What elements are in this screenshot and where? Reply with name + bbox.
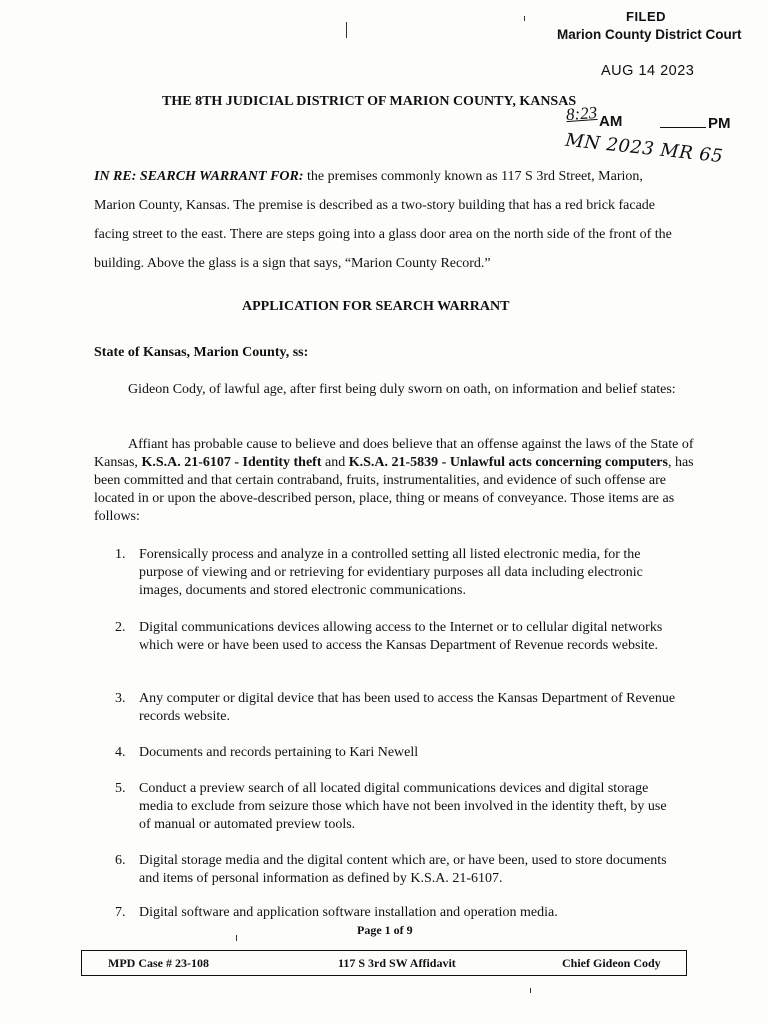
list-item-text: Digital storage media and the digital content which are, or have been, used to store documents and items of personal information as defined by K.S.A. 21-6107.	[139, 853, 667, 886]
probable-cause-text: Affiant has probable cause to believe and does believe that an offense against the laws of the State of Kansas,	[94, 437, 694, 470]
list-item	[115, 852, 680, 888]
scan-mark	[346, 22, 347, 38]
stamp-am-label: AM	[599, 113, 623, 130]
document-footer	[81, 950, 687, 976]
list-item-text: Digital software and application software installation and operation media.	[139, 905, 558, 920]
venue-line: State of Kansas, Marion County, ss:	[94, 345, 309, 360]
probable-cause-text: and	[321, 455, 349, 470]
list-item-number: 2.	[115, 620, 126, 635]
list-item	[115, 744, 680, 762]
page-number: Page 1 of 9	[357, 923, 413, 937]
probable-cause-text: , has been committed and that certain contraband, fruits, instrumentalities, and evidence of such offense are located in or upon the above-described person, place, thing or means of conveyance. Those items are as follows:	[94, 455, 694, 524]
handwritten-case-number: MN 2023 MR 65	[564, 129, 725, 168]
filed-stamp-court: Marion County District Court	[557, 27, 742, 42]
in-re-label: IN RE: SEARCH WARRANT FOR:	[94, 169, 304, 184]
document-title: APPLICATION FOR SEARCH WARRANT	[242, 299, 510, 314]
premises-description: the premises commonly known as 117 S 3rd Street, Marion, Marion County, Kansas. The premise is described as a two-story building that has a red brick facade facing street to the east. There are steps going into a glass door area on the north side of the front of the building. Above the glass is a sign that says, “Marion County Record.”	[94, 169, 672, 271]
list-item-text: Forensically process and analyze in a controlled setting all listed electronic media, for the purpose of viewing and or retrieving for evidentiary purposes all data including electronic images, documents and stored electronic communications.	[139, 547, 643, 598]
footer-document-name: 117 S 3rd SW Affidavit	[338, 956, 456, 970]
affiant-statement: Gideon Cody, of lawful age, after first being duly sworn on oath, on information and belief states:	[128, 382, 676, 397]
list-item-text: Any computer or digital device that has been used to access the Kansas Department of Revenue records website.	[139, 691, 676, 724]
statute-identity-theft: K.S.A. 21-6107 - Identity theft	[141, 455, 322, 470]
stamp-pm-label: PM	[708, 115, 731, 132]
court-district-heading: THE 8TH JUDICIAL DISTRICT OF MARION COUNTY, KANSAS	[162, 94, 577, 109]
list-item	[115, 546, 680, 600]
footer-case-number: MPD Case # 23-108	[108, 956, 209, 970]
handwritten-time: 8:23	[565, 102, 598, 125]
list-item	[115, 619, 680, 655]
list-item-text: Documents and records pertaining to Kari Newell	[139, 745, 419, 760]
in-re-paragraph	[94, 162, 684, 278]
list-item-number: 5.	[115, 781, 126, 796]
list-item-number: 1.	[115, 547, 126, 562]
list-item	[115, 780, 680, 834]
list-item	[115, 690, 680, 726]
list-item-text: Digital communications devices allowing access to the Internet or to cellular digital networks which were or have been used to access the Kansas Department of Revenue records website.	[139, 620, 663, 653]
statute-unlawful-computers: K.S.A. 21-5839 - Unlawful acts concerning computers	[348, 455, 668, 470]
scan-mark	[530, 988, 531, 993]
filed-stamp-label: FILED	[626, 9, 667, 24]
list-item-number: 3.	[115, 691, 126, 706]
scan-mark	[236, 935, 237, 941]
list-item-number: 6.	[115, 853, 126, 868]
footer-officer: Chief Gideon Cody	[562, 956, 661, 970]
filed-stamp-date: AUG 14 2023	[601, 63, 695, 79]
list-item-number: 4.	[115, 745, 126, 760]
scan-mark	[524, 16, 525, 21]
list-item-text: Conduct a preview search of all located digital communications devices and digital storage media to exclude from seizure those which have not been involved in the identity theft, by use of manual or automated preview tools.	[139, 781, 667, 832]
stamp-pm-blank	[660, 127, 706, 128]
list-item-number: 7.	[115, 905, 126, 920]
list-item	[115, 904, 680, 922]
probable-cause-paragraph	[94, 436, 694, 526]
